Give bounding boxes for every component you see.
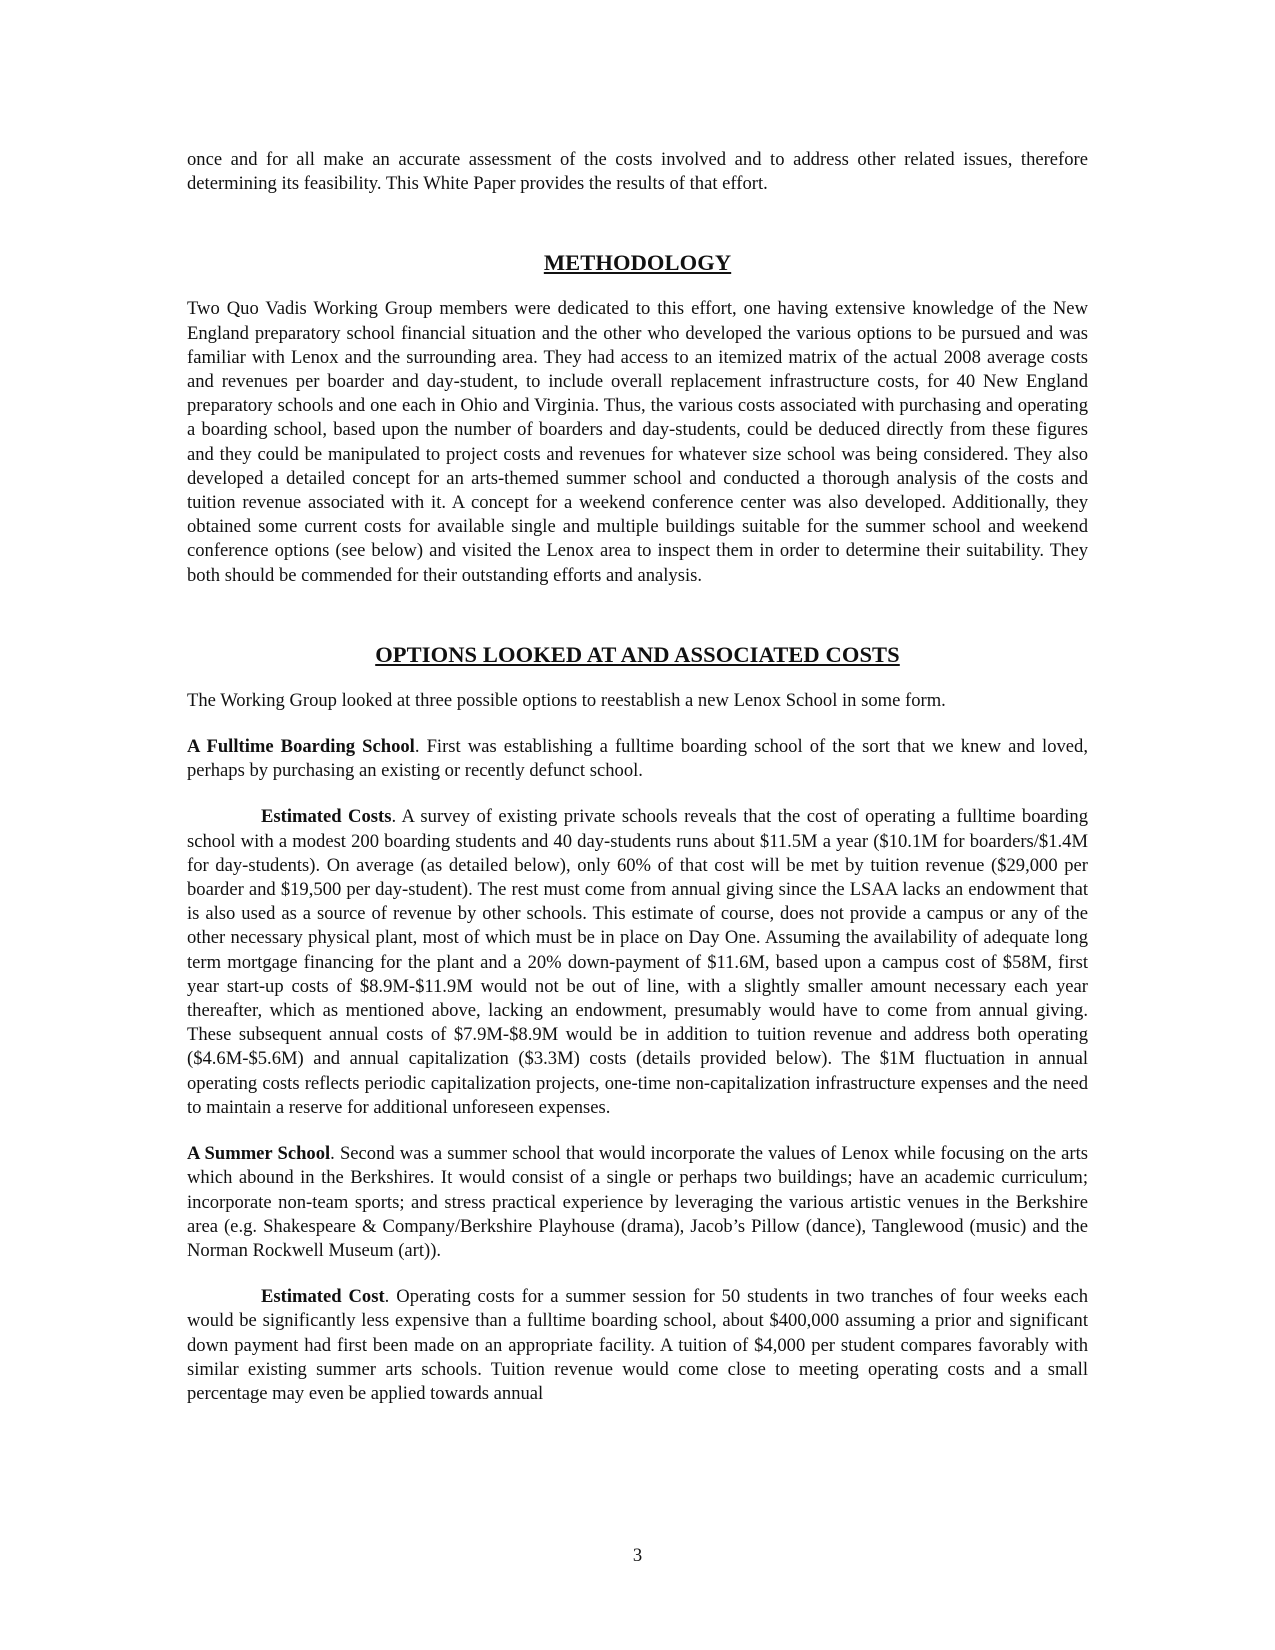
options-intro-paragraph: The Working Group looked at three possible options to reestablish a new Lenox School in some form. [187, 689, 946, 711]
summer-costs-paragraph [187, 1285, 1088, 1406]
methodology-paragraph: Two Quo Vadis Working Group members were dedicated to this effort, one having extensive knowledge of the New England preparatory school financial situation and the other who developed the various options to be pursued and was familiar with Lenox and the surrounding area. They had access to an itemized matrix of the actual 2008 average costs and revenues per boarder and day-student, to include overall replacement infrastructure costs, for 40 New England preparatory schools and one each in Ohio and Virginia. Thus, the various costs associated with purchasing and operating a boarding school, based upon the number of boarders and day-students, could be deduced directly from these figures and they could be manipulated to project costs and revenues for whatever size school was being considered. They also developed a detailed concept for an arts-themed summer school and conducted a thorough analysis of the costs and tuition revenue associated with it. A concept for a weekend conference center was also developed. Additionally, they obtained some current costs for available single and multiple buildings suitable for the summer school and weekend conference options (see below) and visited the Lenox area to inspect them in order to determine their suitability. They both should be commended for their outstanding efforts and analysis. [187, 298, 1088, 586]
summer-school-lead: A Summer School [187, 1143, 331, 1165]
boarding-costs-lead: Estimated Costs [261, 806, 392, 828]
boarding-costs-text: . A survey of existing private schools reveals that the cost of operating a fulltime boarding school with a modest 200 boarding students and 40 day-students runs about $11.5M a year ($10.1M for boarders/$1.4M for day-students). On average (as detailed below), only 60% of that cost will be met by tuition revenue ($29,000 per boarder and $19,500 per day-student). The rest must come from annual giving since the LSAA lacks an endowment that is also used as a source of revenue by other schools. This estimate of course, does not provide a campus or any of the other necessary physical plant, most of which must be in place on Day One. Assuming the availability of adequate long term mortgage financing for the plant and a 20% down-payment of $11.6M, based upon a campus cost of $58M, first year start-up costs of $8.9M-$11.9M would not be out of line, with a slightly smaller amount necessary each year thereafter, which as mentioned above, lacking an endowment, presumably would have to come from annual giving. These subsequent annual costs of $7.9M-$8.9M would be in addition to tuition revenue and address both operating ($4.6M-$5.6M) and annual capitalization ($3.3M) costs (details provided below). The $1M fluctuation in annual operating costs reflects periodic capitalization projects, one-time non-capitalization infrastructure expenses and the need to maintain a reserve for additional unforeseen expenses. [187, 806, 1088, 1118]
boarding-school-paragraph [187, 735, 1088, 783]
boarding-school-text: . First was establishing a fulltime boarding school of the sort that we knew and loved, perhaps by purchasing an existing or recently defunct school. [187, 736, 1088, 782]
summer-costs-text: . Operating costs for a summer session for 50 students in two tranches of four weeks each would be significantly less expensive than a fulltime boarding school, about $400,000 assuming a prior and significant down payment had first been made on an appropriate facility. A tuition of $4,000 per student compares favorably with similar existing summer arts schools. Tuition revenue would come close to meeting operating costs and a small percentage may even be applied towards annual [187, 1286, 1089, 1404]
summer-school-paragraph [187, 1142, 1088, 1263]
document-page [187, 148, 1088, 1406]
boarding-school-lead: A Fulltime Boarding School [187, 736, 415, 758]
summer-school-text: . Second was a summer school that would incorporate the values of Lenox while focusing on the arts which abound in the Berkshires. It would consist of a single or perhaps two buildings; have an academic curriculum; incorporate non-team sports; and stress practical experience by leveraging the various artistic venues in the Berkshire area (e.g. Shakespeare & Company/Berkshire Playhouse (drama), Jacob’s Pillow (dance), Tanglewood (music) and the Norman Rockwell Museum (art)). [187, 1143, 1088, 1261]
summer-costs-lead: Estimated Cost [261, 1286, 385, 1308]
methodology-heading: METHODOLOGY [543, 250, 732, 276]
options-heading: OPTIONS LOOKED AT AND ASSOCIATED COSTS [375, 641, 900, 667]
page-number: 3 [632, 1545, 643, 1566]
boarding-costs-paragraph [187, 805, 1088, 1120]
intro-paragraph: once and for all make an accurate assessment of the costs involved and to address other related issues, therefore determining its feasibility. This White Paper provides the results of that effort. [187, 149, 1088, 195]
